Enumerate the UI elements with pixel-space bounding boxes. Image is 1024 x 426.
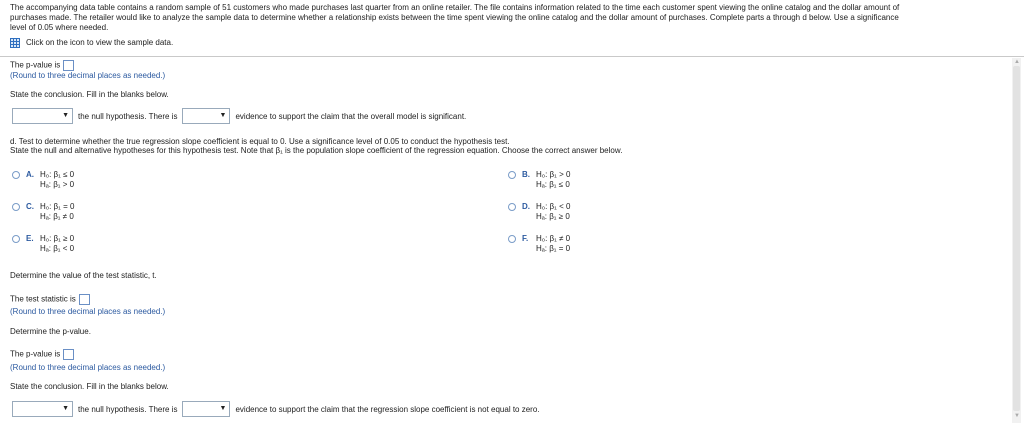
part-c-conclusion-prompt: State the conclusion. Fill in the blanks below. xyxy=(10,90,169,99)
part-c-evidence-dropdown[interactable] xyxy=(182,108,230,124)
intro-text-line2: purchases made. The retailer would like to analyze the sample data to determine whether a relationship exists between the time spent viewing the online catalog and the dollar amount of purchases. Complete parts a through d below. Use a significance xyxy=(10,13,899,22)
part-d-instructions: State the null and alternative hypotheses for this hypothesis test. Note that β₁ is the population slope coefficient of the regression equation. Choose the correct answer below. xyxy=(10,146,623,155)
option-b[interactable]: B. H₀: β₁ > 0 Hₐ: β₁ ≤ 0 xyxy=(508,170,570,190)
teststat-line: The test statistic is xyxy=(10,294,90,305)
scroll-down-icon[interactable]: ▼ xyxy=(1014,413,1020,419)
chevron-down-icon: ▼ xyxy=(62,405,69,412)
part-c-pvalue-line: The p-value is xyxy=(10,60,74,71)
teststat-input[interactable] xyxy=(79,294,90,305)
sample-data-link[interactable] xyxy=(10,38,1010,48)
option-f[interactable]: F. H₀: β₁ ≠ 0 Hₐ: β₁ = 0 xyxy=(508,234,570,254)
part-d-pvalue-line: The p-value is xyxy=(10,349,74,360)
part-c-reject-dropdown[interactable] xyxy=(12,108,73,124)
chevron-down-icon: ▼ xyxy=(62,112,69,119)
part-d-reject-dropdown[interactable] xyxy=(12,401,73,417)
option-d[interactable]: D. H₀: β₁ < 0 Hₐ: β₁ ≥ 0 xyxy=(508,202,570,222)
option-e[interactable]: E. H₀: β₁ ≥ 0 Hₐ: β₁ < 0 xyxy=(12,234,74,254)
option-c-radio[interactable] xyxy=(12,203,20,211)
intro-text-line1: The accompanying data table contains a random sample of 51 customers who made purchases last quarter from an online retailer. The file contains information related to the time each customer spent viewing the online catalog and the dollar amount of xyxy=(10,3,900,12)
sample-data-link-text[interactable]: Click on the icon to view the sample data. xyxy=(26,38,174,47)
option-a-radio[interactable] xyxy=(12,171,20,179)
part-c-pvalue-round: (Round to three decimal places as needed.) xyxy=(10,71,166,80)
option-e-radio[interactable] xyxy=(12,235,20,243)
scrollbar-thumb[interactable] xyxy=(1013,66,1020,411)
option-b-radio[interactable] xyxy=(508,171,516,179)
option-a[interactable]: A. H₀: β₁ ≤ 0 Hₐ: β₁ > 0 xyxy=(12,170,74,190)
part-d-pvalue-input[interactable] xyxy=(63,349,74,360)
teststat-prompt: Determine the value of the test statistic, t. xyxy=(10,271,157,280)
option-f-radio[interactable] xyxy=(508,235,516,243)
part-c-conclusion-row: ▼ the null hypothesis. There is ▼ evidence to support the claim that the overall model is significant. xyxy=(12,108,471,124)
pvalue-prompt: Determine the p-value. xyxy=(10,327,91,336)
answer-scroll-area xyxy=(0,57,1024,426)
part-d-evidence-dropdown[interactable] xyxy=(182,401,230,417)
data-table-icon[interactable] xyxy=(10,38,20,48)
part-c-pvalue-input[interactable] xyxy=(63,60,74,71)
part-d-pvalue-round: (Round to three decimal places as needed.) xyxy=(10,363,166,372)
option-d-radio[interactable] xyxy=(508,203,516,211)
question-header xyxy=(10,3,1010,48)
part-d-title: d. Test to determine whether the true regression slope coefficient is equal to 0. Use a significance level of 0.05 to conduct the hypothesis test. xyxy=(10,137,510,146)
teststat-round: (Round to three decimal places as needed.) xyxy=(10,307,166,316)
part-d-conclusion-row: ▼ the null hypothesis. There is ▼ evidence to support the claim that the regression slope coefficient is not equal to zero. xyxy=(12,401,545,417)
chevron-down-icon: ▼ xyxy=(219,112,227,119)
option-c[interactable]: C. H₀: β₁ = 0 Hₐ: β₁ ≠ 0 xyxy=(12,202,74,222)
scroll-up-icon[interactable]: ▲ xyxy=(1014,59,1020,65)
part-d-conclusion-prompt: State the conclusion. Fill in the blanks below. xyxy=(10,382,169,391)
chevron-down-icon: ▼ xyxy=(219,405,227,412)
intro-text-line3: level of 0.05 where needed. xyxy=(10,23,109,32)
